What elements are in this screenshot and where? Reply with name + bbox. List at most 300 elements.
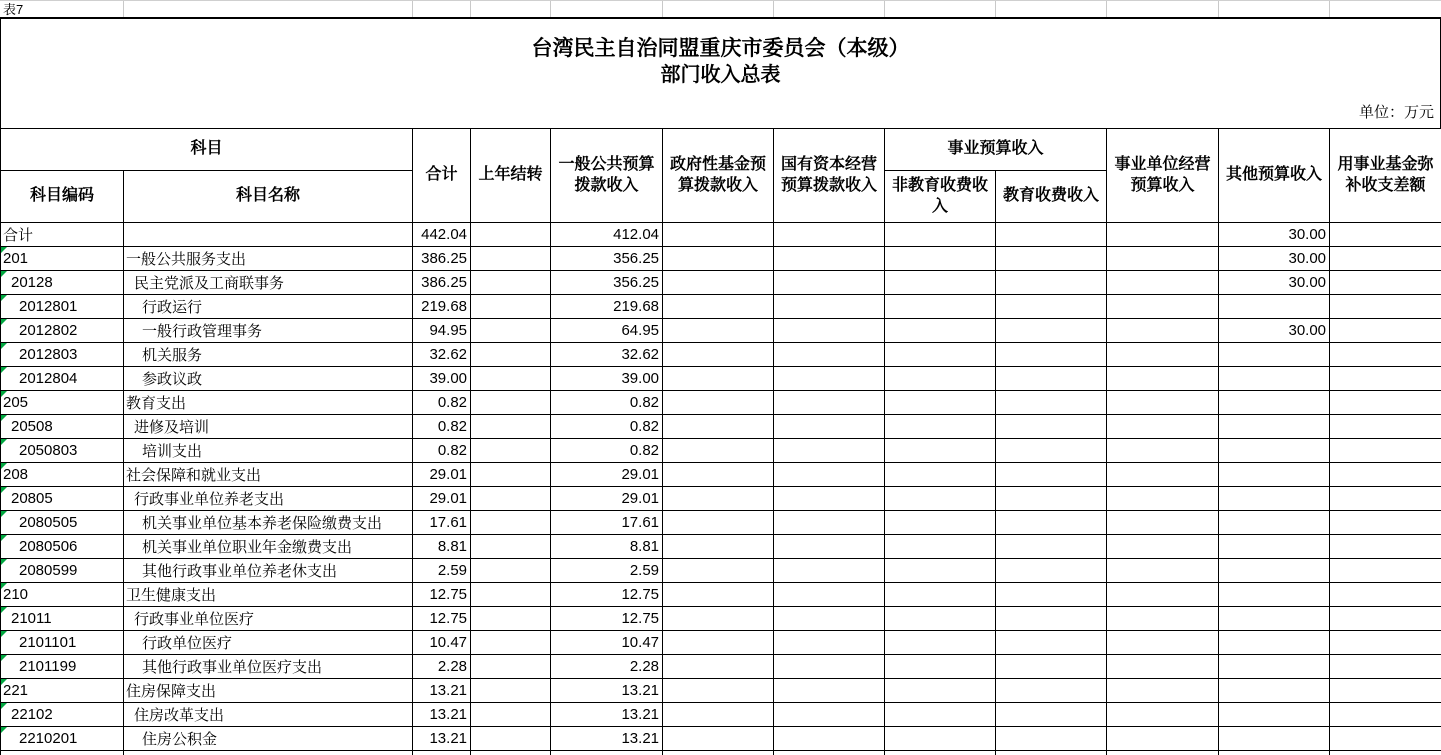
cell-non-edu-fee[interactable] — [885, 559, 996, 583]
cell-carryover[interactable] — [471, 415, 551, 439]
cell-govt-fund[interactable] — [663, 415, 774, 439]
cell-state-capital[interactable] — [774, 559, 885, 583]
cell-total[interactable]: 2.59 — [413, 559, 471, 583]
cell-total[interactable]: 29.01 — [413, 463, 471, 487]
cell-code[interactable]: 2210201 — [1, 727, 124, 751]
cell-other[interactable] — [1219, 607, 1330, 631]
cell-total[interactable]: 13.21 — [413, 703, 471, 727]
cell-non-edu-fee[interactable] — [885, 415, 996, 439]
cell-fund-balance[interactable] — [1330, 439, 1441, 463]
cell-fund-balance[interactable] — [1330, 223, 1441, 247]
cell-empty[interactable] — [413, 751, 471, 755]
cell-total[interactable]: 17.61 — [413, 511, 471, 535]
cell-code[interactable]: 201 — [1, 247, 124, 271]
cell-empty[interactable] — [1, 751, 124, 755]
cell-code[interactable]: 20508 — [1, 415, 124, 439]
cell-general-public[interactable]: 219.68 — [551, 295, 663, 319]
cell-general-public[interactable]: 12.75 — [551, 583, 663, 607]
col-header-subject-code[interactable]: 科目编码 — [1, 171, 124, 223]
cell-fund-balance[interactable] — [1330, 631, 1441, 655]
cell-general-public[interactable]: 64.95 — [551, 319, 663, 343]
cell-total[interactable]: 12.75 — [413, 583, 471, 607]
cell-govt-fund[interactable] — [663, 559, 774, 583]
cell-name[interactable]: 卫生健康支出 — [124, 583, 413, 607]
grid-line — [884, 1, 885, 17]
cell-name[interactable]: 培训支出 — [124, 439, 413, 463]
cell-edu-fee[interactable] — [996, 631, 1107, 655]
cell-other[interactable] — [1219, 463, 1330, 487]
col-header-edu-fee[interactable]: 教育收费收入 — [996, 171, 1107, 223]
cell-general-public[interactable]: 0.82 — [551, 439, 663, 463]
cell-govt-fund[interactable] — [663, 391, 774, 415]
cell-empty[interactable] — [885, 751, 996, 755]
col-header-carryover[interactable]: 上年结转 — [471, 129, 551, 223]
cell-non-edu-fee[interactable] — [885, 487, 996, 511]
cell-fund-balance[interactable] — [1330, 343, 1441, 367]
cell-other[interactable] — [1219, 583, 1330, 607]
cell-other[interactable] — [1219, 703, 1330, 727]
col-header-state-capital[interactable]: 国有资本经营预算拨款收入 — [774, 129, 885, 223]
cell-fund-balance[interactable] — [1330, 463, 1441, 487]
cell-business-operation[interactable] — [1107, 439, 1219, 463]
cell-non-edu-fee[interactable] — [885, 703, 996, 727]
cell-state-capital[interactable] — [774, 271, 885, 295]
cell-code[interactable]: 210 — [1, 583, 124, 607]
cell-govt-fund[interactable] — [663, 367, 774, 391]
cell-non-edu-fee[interactable] — [885, 295, 996, 319]
cell-total[interactable]: 13.21 — [413, 679, 471, 703]
cell-business-operation[interactable] — [1107, 559, 1219, 583]
cell-code[interactable]: 20805 — [1, 487, 124, 511]
cell-other[interactable] — [1219, 727, 1330, 751]
cell-total[interactable]: 0.82 — [413, 415, 471, 439]
cell-edu-fee[interactable] — [996, 415, 1107, 439]
cell-general-public[interactable]: 13.21 — [551, 703, 663, 727]
cell-state-capital[interactable] — [774, 295, 885, 319]
cell-total[interactable]: 39.00 — [413, 367, 471, 391]
cell-name[interactable] — [124, 223, 413, 247]
cell-general-public[interactable]: 356.25 — [551, 247, 663, 271]
table-row — [1, 319, 1441, 343]
cell-total[interactable]: 29.01 — [413, 487, 471, 511]
cell-non-edu-fee[interactable] — [885, 679, 996, 703]
cell-non-edu-fee[interactable] — [885, 247, 996, 271]
cell-name[interactable]: 行政事业单位养老支出 — [124, 487, 413, 511]
cell-name[interactable]: 机关事业单位基本养老保险缴费支出 — [124, 511, 413, 535]
cell-fund-balance[interactable] — [1330, 247, 1441, 271]
cell-edu-fee[interactable] — [996, 727, 1107, 751]
col-header-subject-group[interactable]: 科目 — [1, 129, 413, 171]
cell-total[interactable]: 442.04 — [413, 223, 471, 247]
cell-non-edu-fee[interactable] — [885, 727, 996, 751]
cell-name[interactable]: 机关服务 — [124, 343, 413, 367]
cell-edu-fee[interactable] — [996, 295, 1107, 319]
cell-other[interactable] — [1219, 343, 1330, 367]
cell-fund-balance[interactable] — [1330, 679, 1441, 703]
cell-state-capital[interactable] — [774, 343, 885, 367]
col-header-business-group[interactable]: 事业预算收入 — [885, 129, 1107, 171]
cell-code[interactable]: 2080506 — [1, 535, 124, 559]
cell-total[interactable]: 32.62 — [413, 343, 471, 367]
cell-business-operation[interactable] — [1107, 463, 1219, 487]
cell-name[interactable]: 住房公积金 — [124, 727, 413, 751]
cell-govt-fund[interactable] — [663, 631, 774, 655]
cell-code[interactable]: 21011 — [1, 607, 124, 631]
cell-name[interactable]: 行政运行 — [124, 295, 413, 319]
cell-state-capital[interactable] — [774, 247, 885, 271]
cell-carryover[interactable] — [471, 511, 551, 535]
cell-edu-fee[interactable] — [996, 559, 1107, 583]
cell-state-capital[interactable] — [774, 223, 885, 247]
cell-name[interactable]: 进修及培训 — [124, 415, 413, 439]
cell-state-capital[interactable] — [774, 511, 885, 535]
cell-business-operation[interactable] — [1107, 487, 1219, 511]
cell-govt-fund[interactable] — [663, 511, 774, 535]
cell-non-edu-fee[interactable] — [885, 655, 996, 679]
col-header-subject-name[interactable]: 科目名称 — [124, 171, 413, 223]
cell-general-public[interactable]: 8.81 — [551, 535, 663, 559]
cell-empty[interactable] — [996, 751, 1107, 755]
cell-general-public[interactable]: 0.82 — [551, 415, 663, 439]
cell-govt-fund[interactable] — [663, 535, 774, 559]
cell-other[interactable]: 30.00 — [1219, 247, 1330, 271]
cell-business-operation[interactable] — [1107, 391, 1219, 415]
cell-carryover[interactable] — [471, 535, 551, 559]
cell-govt-fund[interactable] — [663, 247, 774, 271]
cell-general-public[interactable]: 2.28 — [551, 655, 663, 679]
cell-state-capital[interactable] — [774, 367, 885, 391]
cell-code[interactable]: 22102 — [1, 703, 124, 727]
cell-other[interactable] — [1219, 367, 1330, 391]
text-number-flag-icon — [1, 535, 7, 541]
grid-line — [1329, 1, 1330, 17]
cell-business-operation[interactable] — [1107, 247, 1219, 271]
title-block — [0, 19, 1441, 128]
cell-state-capital[interactable] — [774, 535, 885, 559]
cell-empty[interactable] — [774, 751, 885, 755]
cell-govt-fund[interactable] — [663, 271, 774, 295]
cell-code[interactable]: 2101101 — [1, 631, 124, 655]
cell-fund-balance[interactable] — [1330, 535, 1441, 559]
cell-business-operation[interactable] — [1107, 655, 1219, 679]
cell-non-edu-fee[interactable] — [885, 631, 996, 655]
cell-state-capital[interactable] — [774, 727, 885, 751]
cell-edu-fee[interactable] — [996, 367, 1107, 391]
col-header-non-edu-fee[interactable]: 非教育收费收入 — [885, 171, 996, 223]
cell-business-operation[interactable] — [1107, 271, 1219, 295]
cell-govt-fund[interactable] — [663, 703, 774, 727]
cell-edu-fee[interactable] — [996, 511, 1107, 535]
cell-code[interactable]: 2012802 — [1, 319, 124, 343]
cell-general-public[interactable]: 0.82 — [551, 391, 663, 415]
cell-code[interactable]: 2080599 — [1, 559, 124, 583]
cell-fund-balance[interactable] — [1330, 727, 1441, 751]
cell-total[interactable]: 386.25 — [413, 247, 471, 271]
cell-carryover[interactable] — [471, 559, 551, 583]
cell-total[interactable]: 12.75 — [413, 607, 471, 631]
cell-business-operation[interactable] — [1107, 631, 1219, 655]
text-number-flag-icon — [1, 343, 7, 349]
cell-carryover[interactable] — [471, 703, 551, 727]
cell-other[interactable] — [1219, 631, 1330, 655]
cell-name[interactable]: 机关事业单位职业年金缴费支出 — [124, 535, 413, 559]
cell-edu-fee[interactable] — [996, 391, 1107, 415]
cell-non-edu-fee[interactable] — [885, 511, 996, 535]
cell-empty[interactable] — [551, 751, 663, 755]
cell-empty[interactable] — [1107, 751, 1219, 755]
cell-edu-fee[interactable] — [996, 439, 1107, 463]
cell-code[interactable]: 205 — [1, 391, 124, 415]
cell-code[interactable]: 合计 — [1, 223, 124, 247]
cell-name[interactable]: 其他行政事业单位养老休支出 — [124, 559, 413, 583]
cell-carryover[interactable] — [471, 439, 551, 463]
text-number-flag-icon — [1, 679, 7, 685]
cell-state-capital[interactable] — [774, 655, 885, 679]
cell-general-public[interactable]: 13.21 — [551, 679, 663, 703]
cell-other[interactable]: 30.00 — [1219, 271, 1330, 295]
cell-fund-balance[interactable] — [1330, 271, 1441, 295]
cell-total[interactable]: 2.28 — [413, 655, 471, 679]
cell-business-operation[interactable] — [1107, 583, 1219, 607]
cell-state-capital[interactable] — [774, 415, 885, 439]
cell-business-operation[interactable] — [1107, 703, 1219, 727]
cell-state-capital[interactable] — [774, 607, 885, 631]
cell-non-edu-fee[interactable] — [885, 439, 996, 463]
cell-fund-balance[interactable] — [1330, 703, 1441, 727]
cell-code[interactable]: 2080505 — [1, 511, 124, 535]
col-header-total[interactable]: 合计 — [413, 129, 471, 223]
cell-state-capital[interactable] — [774, 463, 885, 487]
cell-state-capital[interactable] — [774, 703, 885, 727]
cell-code[interactable]: 208 — [1, 463, 124, 487]
cell-state-capital[interactable] — [774, 679, 885, 703]
cell-fund-balance[interactable] — [1330, 415, 1441, 439]
cell-fund-balance[interactable] — [1330, 559, 1441, 583]
cell-name[interactable]: 教育支出 — [124, 391, 413, 415]
cell-other[interactable] — [1219, 439, 1330, 463]
cell-edu-fee[interactable] — [996, 343, 1107, 367]
cell-name[interactable]: 住房改革支出 — [124, 703, 413, 727]
cell-general-public[interactable]: 13.21 — [551, 727, 663, 751]
cell-govt-fund[interactable] — [663, 583, 774, 607]
cell-general-public[interactable]: 2.59 — [551, 559, 663, 583]
cell-total[interactable]: 94.95 — [413, 319, 471, 343]
cell-govt-fund[interactable] — [663, 343, 774, 367]
cell-govt-fund[interactable] — [663, 679, 774, 703]
cell-fund-balance[interactable] — [1330, 511, 1441, 535]
cell-govt-fund[interactable] — [663, 487, 774, 511]
cell-other[interactable] — [1219, 295, 1330, 319]
cell-business-operation[interactable] — [1107, 727, 1219, 751]
cell-general-public[interactable]: 12.75 — [551, 607, 663, 631]
cell-other[interactable] — [1219, 511, 1330, 535]
cell-carryover[interactable] — [471, 607, 551, 631]
cell-carryover[interactable] — [471, 655, 551, 679]
cell-empty[interactable] — [124, 751, 413, 755]
cell-other[interactable] — [1219, 559, 1330, 583]
cell-carryover[interactable] — [471, 727, 551, 751]
cell-total[interactable]: 13.21 — [413, 727, 471, 751]
cell-govt-fund[interactable] — [663, 223, 774, 247]
cell-govt-fund[interactable] — [663, 727, 774, 751]
cell-name[interactable]: 行政单位医疗 — [124, 631, 413, 655]
cell-other[interactable] — [1219, 415, 1330, 439]
cell-general-public[interactable]: 10.47 — [551, 631, 663, 655]
cell-name[interactable]: 民主党派及工商联事务 — [124, 271, 413, 295]
cell-non-edu-fee[interactable] — [885, 607, 996, 631]
text-number-flag-icon — [1, 487, 7, 493]
cell-empty[interactable] — [471, 751, 551, 755]
col-header-other-income[interactable]: 其他预算收入 — [1219, 129, 1330, 223]
cell-code[interactable]: 2012801 — [1, 295, 124, 319]
cell-business-operation[interactable] — [1107, 295, 1219, 319]
cell-business-operation[interactable] — [1107, 415, 1219, 439]
cell-fund-balance[interactable] — [1330, 295, 1441, 319]
cell-name[interactable]: 其他行政事业单位医疗支出 — [124, 655, 413, 679]
cell-other[interactable]: 30.00 — [1219, 223, 1330, 247]
cell-fund-balance[interactable] — [1330, 607, 1441, 631]
cell-business-operation[interactable] — [1107, 319, 1219, 343]
cell-name[interactable]: 社会保障和就业支出 — [124, 463, 413, 487]
cell-total[interactable]: 219.68 — [413, 295, 471, 319]
cell-state-capital[interactable] — [774, 631, 885, 655]
cell-state-capital[interactable] — [774, 583, 885, 607]
cell-carryover[interactable] — [471, 631, 551, 655]
cell-other[interactable] — [1219, 679, 1330, 703]
cell-edu-fee[interactable] — [996, 703, 1107, 727]
cell-carryover[interactable] — [471, 319, 551, 343]
cell-code[interactable]: 2050803 — [1, 439, 124, 463]
cell-edu-fee[interactable] — [996, 247, 1107, 271]
cell-carryover[interactable] — [471, 223, 551, 247]
cell-empty[interactable] — [1330, 751, 1441, 755]
cell-business-operation[interactable] — [1107, 511, 1219, 535]
cell-code[interactable]: 221 — [1, 679, 124, 703]
cell-business-operation[interactable] — [1107, 607, 1219, 631]
cell-non-edu-fee[interactable] — [885, 367, 996, 391]
cell-non-edu-fee[interactable] — [885, 343, 996, 367]
cell-state-capital[interactable] — [774, 439, 885, 463]
cell-code[interactable]: 2101199 — [1, 655, 124, 679]
cell-empty[interactable] — [1219, 751, 1330, 755]
cell-carryover[interactable] — [471, 271, 551, 295]
cell-fund-balance[interactable] — [1330, 319, 1441, 343]
cell-general-public[interactable]: 412.04 — [551, 223, 663, 247]
cell-total[interactable]: 10.47 — [413, 631, 471, 655]
cell-other[interactable] — [1219, 391, 1330, 415]
cell-non-edu-fee[interactable] — [885, 583, 996, 607]
cell-carryover[interactable] — [471, 679, 551, 703]
cell-fund-balance[interactable] — [1330, 487, 1441, 511]
cell-carryover[interactable] — [471, 247, 551, 271]
cell-non-edu-fee[interactable] — [885, 271, 996, 295]
cell-total[interactable]: 8.81 — [413, 535, 471, 559]
text-number-flag-icon — [1, 391, 7, 397]
cell-carryover[interactable] — [471, 343, 551, 367]
cell-other[interactable] — [1219, 535, 1330, 559]
grid-line — [412, 1, 413, 17]
col-header-business-operation[interactable]: 事业单位经营预算收入 — [1107, 129, 1219, 223]
cell-state-capital[interactable] — [774, 487, 885, 511]
cell-general-public[interactable]: 17.61 — [551, 511, 663, 535]
cell-fund-balance[interactable] — [1330, 583, 1441, 607]
cell-edu-fee[interactable] — [996, 319, 1107, 343]
cell-name[interactable]: 参政议政 — [124, 367, 413, 391]
cell-non-edu-fee[interactable] — [885, 535, 996, 559]
cell-carryover[interactable] — [471, 367, 551, 391]
cell-general-public[interactable]: 356.25 — [551, 271, 663, 295]
cell-name[interactable]: 一般公共服务支出 — [124, 247, 413, 271]
cell-non-edu-fee[interactable] — [885, 319, 996, 343]
cell-total[interactable]: 0.82 — [413, 391, 471, 415]
cell-govt-fund[interactable] — [663, 439, 774, 463]
cell-non-edu-fee[interactable] — [885, 463, 996, 487]
cell-code[interactable]: 2012803 — [1, 343, 124, 367]
cell-business-operation[interactable] — [1107, 223, 1219, 247]
cell-edu-fee[interactable] — [996, 607, 1107, 631]
col-header-govt-fund[interactable]: 政府性基金预算拨款收入 — [663, 129, 774, 223]
cell-business-operation[interactable] — [1107, 535, 1219, 559]
cell-edu-fee[interactable] — [996, 679, 1107, 703]
cell-govt-fund[interactable] — [663, 463, 774, 487]
cell-business-operation[interactable] — [1107, 343, 1219, 367]
cell-business-operation[interactable] — [1107, 679, 1219, 703]
cell-total[interactable]: 0.82 — [413, 439, 471, 463]
cell-fund-balance[interactable] — [1330, 391, 1441, 415]
cell-other[interactable] — [1219, 487, 1330, 511]
cell-govt-fund[interactable] — [663, 319, 774, 343]
cell-govt-fund[interactable] — [663, 295, 774, 319]
cell-non-edu-fee[interactable] — [885, 391, 996, 415]
cell-name[interactable]: 行政事业单位医疗 — [124, 607, 413, 631]
cell-carryover[interactable] — [471, 583, 551, 607]
col-header-general-public[interactable]: 一般公共预算拨款收入 — [551, 129, 663, 223]
cell-code[interactable]: 20128 — [1, 271, 124, 295]
cell-edu-fee[interactable] — [996, 223, 1107, 247]
cell-state-capital[interactable] — [774, 319, 885, 343]
cell-general-public[interactable]: 29.01 — [551, 487, 663, 511]
cell-carryover[interactable] — [471, 391, 551, 415]
cell-code[interactable]: 2012804 — [1, 367, 124, 391]
cell-state-capital[interactable] — [774, 391, 885, 415]
cell-govt-fund[interactable] — [663, 607, 774, 631]
cell-govt-fund[interactable] — [663, 655, 774, 679]
cell-name[interactable]: 一般行政管理事务 — [124, 319, 413, 343]
cell-edu-fee[interactable] — [996, 487, 1107, 511]
cell-edu-fee[interactable] — [996, 583, 1107, 607]
cell-other[interactable]: 30.00 — [1219, 319, 1330, 343]
cell-total[interactable]: 386.25 — [413, 271, 471, 295]
cell-edu-fee[interactable] — [996, 655, 1107, 679]
cell-carryover[interactable] — [471, 487, 551, 511]
cell-carryover[interactable] — [471, 463, 551, 487]
cell-general-public[interactable]: 39.00 — [551, 367, 663, 391]
cell-edu-fee[interactable] — [996, 271, 1107, 295]
cell-general-public[interactable]: 29.01 — [551, 463, 663, 487]
cell-edu-fee[interactable] — [996, 535, 1107, 559]
cell-other[interactable] — [1219, 655, 1330, 679]
col-header-fund-balance[interactable]: 用事业基金弥补收支差额 — [1330, 129, 1441, 223]
cell-carryover[interactable] — [471, 295, 551, 319]
cell-fund-balance[interactable] — [1330, 367, 1441, 391]
cell-name[interactable]: 住房保障支出 — [124, 679, 413, 703]
cell-business-operation[interactable] — [1107, 367, 1219, 391]
cell-empty[interactable] — [663, 751, 774, 755]
cell-non-edu-fee[interactable] — [885, 223, 996, 247]
cell-general-public[interactable]: 32.62 — [551, 343, 663, 367]
cell-fund-balance[interactable] — [1330, 655, 1441, 679]
cell-edu-fee[interactable] — [996, 463, 1107, 487]
